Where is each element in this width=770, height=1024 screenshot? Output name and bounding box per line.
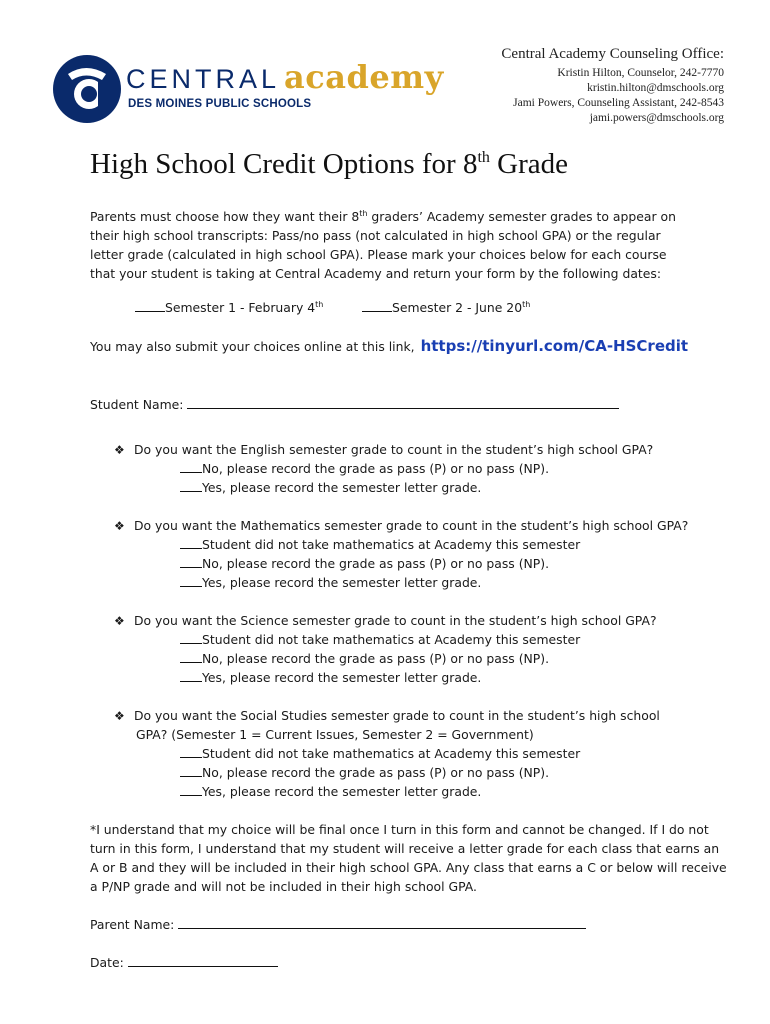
intro-sup: th	[359, 209, 368, 218]
office-line: Jami Powers, Counseling Assistant, 242-8543	[513, 97, 724, 109]
diamond-bullet-icon: ❖	[114, 709, 125, 723]
option-row[interactable]	[180, 478, 481, 497]
logo-central-text: CENTRAL	[126, 64, 281, 94]
title-end: Grade	[489, 148, 568, 180]
option-row[interactable]	[180, 459, 549, 478]
student-name-field[interactable]	[187, 395, 619, 409]
semester2-blank[interactable]	[362, 299, 392, 312]
option-blank[interactable]	[180, 536, 202, 549]
online-submit-line	[90, 337, 688, 355]
option-label: Yes, please record the semester letter grade.	[202, 784, 482, 799]
date-row	[90, 953, 278, 970]
option-label: Yes, please record the semester letter grade.	[202, 480, 482, 495]
option-blank[interactable]	[180, 460, 202, 473]
online-link[interactable]: https://tinyurl.com/CA-HSCredit	[420, 337, 689, 355]
office-title: Central Academy Counseling Office:	[501, 46, 724, 62]
counseling-office-info	[501, 46, 724, 126]
option-blank[interactable]	[180, 574, 202, 587]
question-text: Do you want the Science semester grade to count in the student’s high school GPA?	[134, 613, 657, 628]
option-row[interactable]	[180, 668, 481, 687]
acknowledgement-note: *I understand that my choice will be final once I turn in this form and cannot be changed. If I do not turn in this form, I understand that my student will receive a letter grade for each class that earns an A or B and they will be included in their high school GPA. Any class that earns a C or below will receive a P/NP grade and will not be included in their high school GPA.	[90, 822, 727, 894]
intro-text: Parents must choose how they want their 8	[90, 209, 360, 224]
date-label: Date:	[90, 955, 124, 970]
semester2-sup: th	[522, 300, 531, 309]
option-blank[interactable]	[180, 745, 202, 758]
option-row[interactable]	[180, 744, 580, 763]
option-label: Student did not take mathematics at Academy this semester	[202, 746, 581, 761]
logo-district-text: DES MOINES PUBLIC SCHOOLS	[128, 98, 312, 110]
option-row[interactable]	[180, 573, 481, 592]
option-blank[interactable]	[180, 555, 202, 568]
office-line: Kristin Hilton, Counselor, 242-7770	[557, 67, 724, 79]
option-row[interactable]	[180, 649, 549, 668]
question-text: Do you want the English semester grade to count in the student’s high school GPA?	[134, 442, 654, 457]
question-text: Do you want the Social Studies semester grade to count in the student’s high school	[134, 708, 660, 723]
option-blank[interactable]	[180, 764, 202, 777]
academy-logo-icon	[52, 54, 122, 124]
question-text-continued: GPA? (Semester 1 = Current Issues, Semester 2 = Government)	[136, 727, 534, 742]
option-row[interactable]	[180, 763, 549, 782]
semester2-label: Semester 2 - June 20	[392, 300, 523, 315]
student-name-label: Student Name:	[90, 397, 184, 412]
option-blank[interactable]	[180, 669, 202, 682]
logo-wordmark	[126, 58, 444, 96]
student-name-row	[90, 395, 619, 412]
diamond-bullet-icon: ❖	[114, 614, 125, 628]
parent-name-row	[90, 915, 586, 932]
page-title	[90, 148, 568, 181]
semester1-blank[interactable]	[135, 299, 165, 312]
office-line: kristin.hilton@dmschools.org	[587, 82, 724, 94]
semester2-date-option[interactable]	[362, 299, 530, 315]
parent-name-label: Parent Name:	[90, 917, 175, 932]
option-label: No, please record the grade as pass (P) or no pass (NP).	[202, 651, 550, 666]
question-mathematics	[114, 516, 714, 536]
question-english	[114, 440, 714, 460]
question-social-studies	[114, 706, 714, 726]
question-science	[114, 611, 714, 631]
parent-name-field[interactable]	[178, 915, 586, 929]
option-label: Yes, please record the semester letter grade.	[202, 670, 482, 685]
option-label: Yes, please record the semester letter grade.	[202, 575, 482, 590]
option-label: Student did not take mathematics at Academy this semester	[202, 537, 581, 552]
logo-academy-text: academy	[284, 58, 444, 96]
semester1-label: Semester 1 - February 4	[165, 300, 316, 315]
option-row[interactable]	[180, 535, 580, 554]
option-row[interactable]	[180, 554, 549, 573]
option-label: No, please record the grade as pass (P) or no pass (NP).	[202, 461, 550, 476]
date-field[interactable]	[128, 953, 278, 967]
option-blank[interactable]	[180, 783, 202, 796]
intro-text-rest: graders’ Academy semester grades to appear on their high school transcripts: Pass/no pass (not calculated in high school GPA) or the regular letter grade (calculated in high school GPA). Please mark your choices below for each course that your student is taking at Central Academy and return your form by the following dates:	[90, 209, 676, 281]
option-label: No, please record the grade as pass (P) or no pass (NP).	[202, 765, 550, 780]
office-line: jami.powers@dmschools.org	[589, 112, 724, 124]
option-row[interactable]	[180, 630, 580, 649]
semester1-sup: th	[315, 300, 324, 309]
semester1-date-option[interactable]	[135, 299, 323, 315]
title-main: High School Credit Options for 8	[90, 148, 478, 180]
option-blank[interactable]	[180, 650, 202, 663]
option-row[interactable]	[180, 782, 481, 801]
question-text: Do you want the Mathematics semester grade to count in the student’s high school GPA?	[134, 518, 689, 533]
option-blank[interactable]	[180, 479, 202, 492]
diamond-bullet-icon: ❖	[114, 519, 125, 533]
diamond-bullet-icon: ❖	[114, 443, 125, 457]
option-label: No, please record the grade as pass (P) or no pass (NP).	[202, 556, 550, 571]
online-text: You may also submit your choices online at this link,	[90, 339, 415, 354]
intro-paragraph	[90, 204, 690, 283]
option-blank[interactable]	[180, 631, 202, 644]
title-sup: th	[477, 149, 490, 166]
option-label: Student did not take mathematics at Academy this semester	[202, 632, 581, 647]
